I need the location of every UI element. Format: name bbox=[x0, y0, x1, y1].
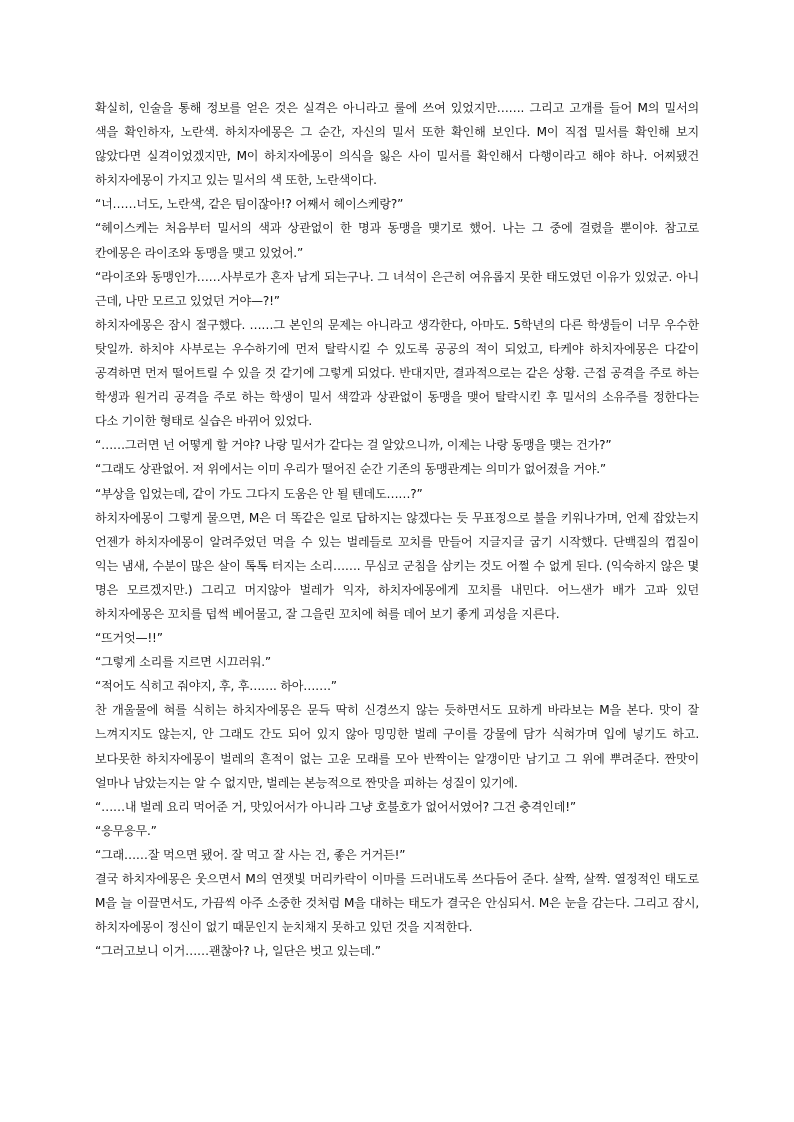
dialogue-line: “그렇게 소리를 지르면 시끄러워.” bbox=[95, 655, 271, 670]
dialogue-line: “그러고보니 이거……괜찮아? 나, 일단은 벗고 있는데.” bbox=[95, 944, 381, 959]
dialogue-line: “라이조와 동맹인가……사부로가 혼자 남게 되는구나. 그 녀석이 은근히 여유롭지 못한 태도였던 이유가 있었군. 아니 근데, 나만 모르고 있었던 거야—?!” bbox=[95, 269, 699, 308]
dialogue-line: “부상을 입었는데, 같이 가도 그다지 도움은 안 될 텐데도……?” bbox=[95, 486, 423, 501]
paragraph: 찬 개울물에 혀를 식히는 하치자에몽은 문득 딱히 신경쓰지 않는 듯하면서도 묘하게 바라보는 M을 본다. 맛이 잘 느껴지지도 않는지, 안 그래도 간도 되어 있지 않아 밍밍한 벌레 구이를 강물에 담가 식혀가며 입에 넣기도 하고. 보다못한 하치자에몽이 벌레의 흔적이 없는 고운 모래를 모아 반짝이는 알갱이만 남기고 그 위에 뿌려준다. 짠맛이 얼마나 남았는지는 알 수 없지만, 벌레는 본능적으로 짠맛을 피하는 성질이 있기에. bbox=[95, 703, 699, 790]
paragraph: 하치자에몽은 잠시 절구했다. ……그 본인의 문제는 아니라고 생각한다, 아마도. 5학년의 다른 학생들이 너무 우수한 탓일까. 하치야 사부로는 우수하기에 먼저 탈락시킬 수 있도록 공공의 적이 되었고, 타케야 하치자에몽은 다같이 공격하면 먼저 떨어트릴 수 있을 것 같기에 그렇게 되었다. 반대지만, 결과적으로는 같은 상황. 근접 공격을 주로 하는 학생과 원거리 공격을 주로 하는 학생이 밀서 색깔과 상관없이 동맹을 맺어 탈락시킨 후 밀서의 소유주를 정한다는 다소 기이한 형태로 실습은 바뀌어 있었다. bbox=[95, 317, 699, 429]
dialogue-line: “……그러면 넌 어떻게 할 거야? 나랑 밀서가 같다는 걸 알았으니까, 이제는 나랑 동맹을 맺는 건가?” bbox=[95, 438, 612, 453]
document-page bbox=[95, 96, 699, 963]
dialogue-line: “적어도 식히고 줘야지, 후, 후……. 하아…….” bbox=[95, 679, 337, 694]
dialogue-line: “그래도 상관없어. 저 위에서는 이미 우리가 떨어진 순간 기존의 동맹관계는 의미가 없어졌을 거야.” bbox=[95, 462, 606, 477]
dialogue-line: “뜨거엇—!!” bbox=[95, 631, 163, 646]
dialogue-line: “헤이스케는 처음부터 밀서의 색과 상관없이 한 명과 동맹을 맺기로 했어. 나는 그 중에 걸렸을 뿐이야. 참고로 칸에몽은 라이조와 동맹을 맺고 있었어.” bbox=[95, 221, 699, 260]
paragraph: 결국 하치자에몽은 웃으면서 M의 연잿빛 머리카락이 이마를 드러내도록 쓰다듬어 준다. 살짝, 살짝. 열정적인 태도로 M을 늘 이끌면서도, 가끔씩 아주 소중한 것처럼 M을 대하는 태도가 결국은 안심되서. M은 눈을 감는다. 그리고 잠시, 하치자에몽이 정신이 없기 때문인지 눈치채지 못하고 있던 것을 지적한다. bbox=[95, 872, 699, 935]
dialogue-line: “응무응무.” bbox=[95, 823, 157, 838]
dialogue-line: “너……너도, 노란색, 같은 팀이잖아!? 어째서 헤이스케랑?” bbox=[95, 197, 404, 212]
paragraph: 하치자에몽이 그렇게 물으면, M은 더 똑같은 일로 답하지는 않겠다는 듯 무표정으로 불을 키워나가며, 언제 잡았는지 언젠가 하치자에몽이 알려주었던 먹을 수 있는 벌레들로 꼬치를 만들어 지글지글 굽기 시작했다. 단백질의 껍질이 익는 냄새, 수분이 많은 살이 톡톡 터지는 소리……. 무심코 군침을 삼키는 것도 어쩔 수 없게 된다. (익숙하지 않은 몇 명은 모르겠지만.) 그리고 머지않아 벌레가 익자, 하치자에몽에게 꼬치를 내민다. 어느샌가 배가 고파 있던 하치자에몽은 꼬치를 덥썩 베어물고, 잘 그을린 꼬치에 혀를 데어 보기 좋게 괴성을 지른다. bbox=[95, 510, 699, 621]
dialogue-line: “……내 벌레 요리 먹어준 거, 맛있어서가 아니라 그냥 호불호가 없어서였어? 그건 충격인데!” bbox=[95, 799, 576, 814]
paragraph: 확실히, 인술을 통해 정보를 얻은 것은 실격은 아니라고 룰에 쓰여 있었지만……. 그리고 고개를 들어 M의 밀서의 색을 확인하자, 노란색. 하치자에몽은 그 순간, 자신의 밀서 또한 확인해 보인다. M이 직접 밀서를 확인해 보지 않았다면 실격이었겠지만, M이 하치자에몽이 의식을 잃은 사이 밀서를 확인해서 다행이라고 해야 하나. 어찌됐건 하치자에몽이 가지고 있는 밀서의 색 또한, 노란색이다. bbox=[95, 101, 699, 188]
dialogue-line: “그래……잘 먹으면 됐어. 잘 먹고 잘 사는 건, 좋은 거거든!” bbox=[95, 847, 406, 862]
